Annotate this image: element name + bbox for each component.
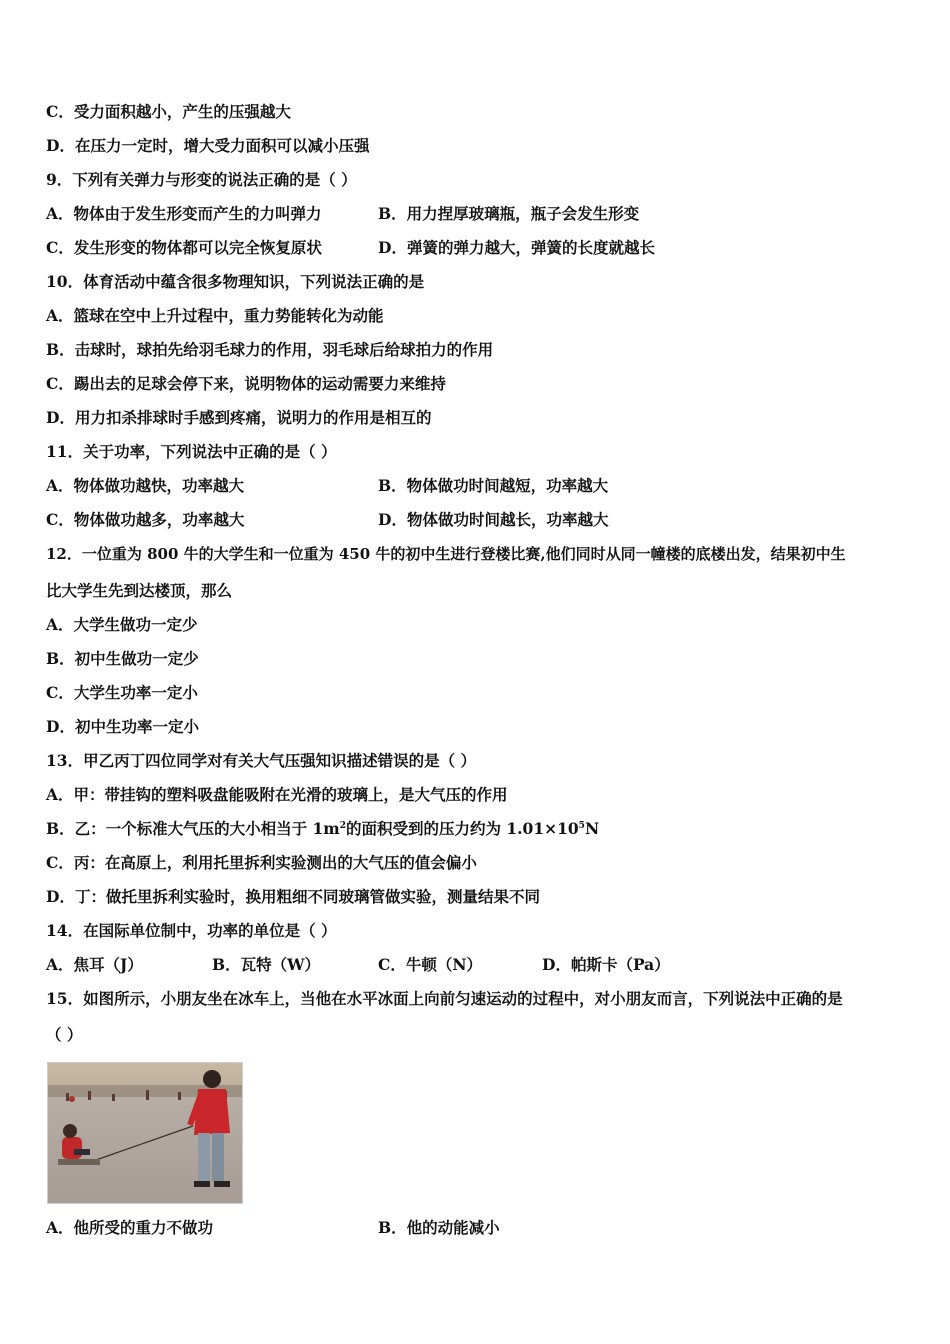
question-15-line2: （ ） — [46, 1025, 83, 1044]
question-13: 13．甲乙丙丁四位同学对有关大气压强知识描述错误的是（ ） — [46, 751, 476, 770]
ice-sled-photo — [47, 1062, 243, 1204]
q13b-sup-2: 2 — [339, 820, 346, 831]
q12-option-c: C．大学生功率一定小 — [46, 683, 198, 702]
q14-option-c: C．牛顿（N） — [378, 955, 483, 974]
q13b-text-mid: 的面积受到的压力约为 1.01×10 — [345, 819, 579, 838]
question-15-line1: 15．如图所示，小朋友坐在冰车上，当他在水平冰面上向前匀速运动的过程中，对小朋友而言，下列说法中正确的是 — [46, 989, 843, 1008]
q12-option-a: A．大学生做功一定少 — [46, 615, 198, 634]
q12-option-d: D．初中生功率一定小 — [46, 717, 199, 736]
q11-option-c: C．物体做功越多，功率越大 — [46, 510, 245, 529]
q11-option-a: A．物体做功越快，功率越大 — [46, 476, 245, 495]
q14-option-a: A．焦耳（J） — [46, 955, 143, 974]
q10-option-a: A．篮球在空中上升过程中，重力势能转化为动能 — [46, 306, 384, 325]
line-d-pressure: D．在压力一定时，增大受力面积可以减小压强 — [46, 136, 370, 155]
q9-option-c: C．发生形变的物体都可以完全恢复原状 — [46, 238, 322, 257]
q9-option-a: A．物体由于发生形变而产生的力叫弹力 — [46, 204, 322, 223]
question-11: 11．关于功率，下列说法中正确的是（ ） — [46, 442, 337, 461]
line-c-pressure: C．受力面积越小，产生的压强越大 — [46, 102, 291, 121]
question-12-line1: 12．一位重为 800 牛的大学生和一位重为 450 牛的初中生进行登楼比赛,他们同时从同一幢楼的底楼出发，结果初中生 — [46, 545, 846, 563]
q11-option-d: D．物体做功时间越长，功率越大 — [378, 510, 609, 529]
q10-option-d: D．用力扣杀排球时手感到疼痛，说明力的作用是相互的 — [46, 408, 432, 427]
q13-option-d: D．丁：做托里拆利实验时，换用粗细不同玻璃管做实验，测量结果不同 — [46, 887, 540, 906]
q9-option-d: D．弹簧的弹力越大，弹簧的长度就越长 — [378, 238, 655, 257]
q15-option-a: A．他所受的重力不做功 — [46, 1218, 214, 1237]
question-10: 10．体育活动中蕴含很多物理知识，下列说法正确的是 — [46, 272, 425, 291]
q15-option-b: B．他的动能减小 — [378, 1218, 500, 1237]
q13-option-b — [46, 819, 599, 839]
q10-option-c: C．踢出去的足球会停下来，说明物体的运动需要力来维持 — [46, 374, 446, 393]
question-12-line2: 比大学生先到达楼顶，那么 — [46, 581, 233, 600]
question-14: 14．在国际单位制中，功率的单位是（ ） — [46, 921, 337, 940]
q13b-text-end: N — [584, 819, 600, 838]
q14-option-d: D．帕斯卡（Pa） — [542, 955, 670, 974]
q13-option-c: C．丙：在高原上，利用托里拆利实验测出的大气压的值会偏小 — [46, 853, 477, 872]
q13-option-a: A．甲：带挂钩的塑料吸盘能吸附在光滑的玻璃上，是大气压的作用 — [46, 785, 508, 804]
q13b-sup-5: 5 — [578, 820, 585, 831]
q13b-text-start: B．乙：一个标准大气压的大小相当于 1m — [46, 819, 340, 838]
q12-option-b: B．初中生做功一定少 — [46, 649, 199, 668]
q11-option-b: B．物体做功时间越短，功率越大 — [378, 476, 609, 495]
question-9: 9．下列有关弹力与形变的说法正确的是（ ） — [46, 170, 357, 189]
q10-option-b: B．击球时，球拍先给羽毛球力的作用，羽毛球后给球拍力的作用 — [46, 340, 494, 359]
q9-option-b: B．用力捏厚玻璃瓶，瓶子会发生形变 — [378, 204, 640, 223]
q14-option-b: B．瓦特（W） — [212, 955, 321, 974]
